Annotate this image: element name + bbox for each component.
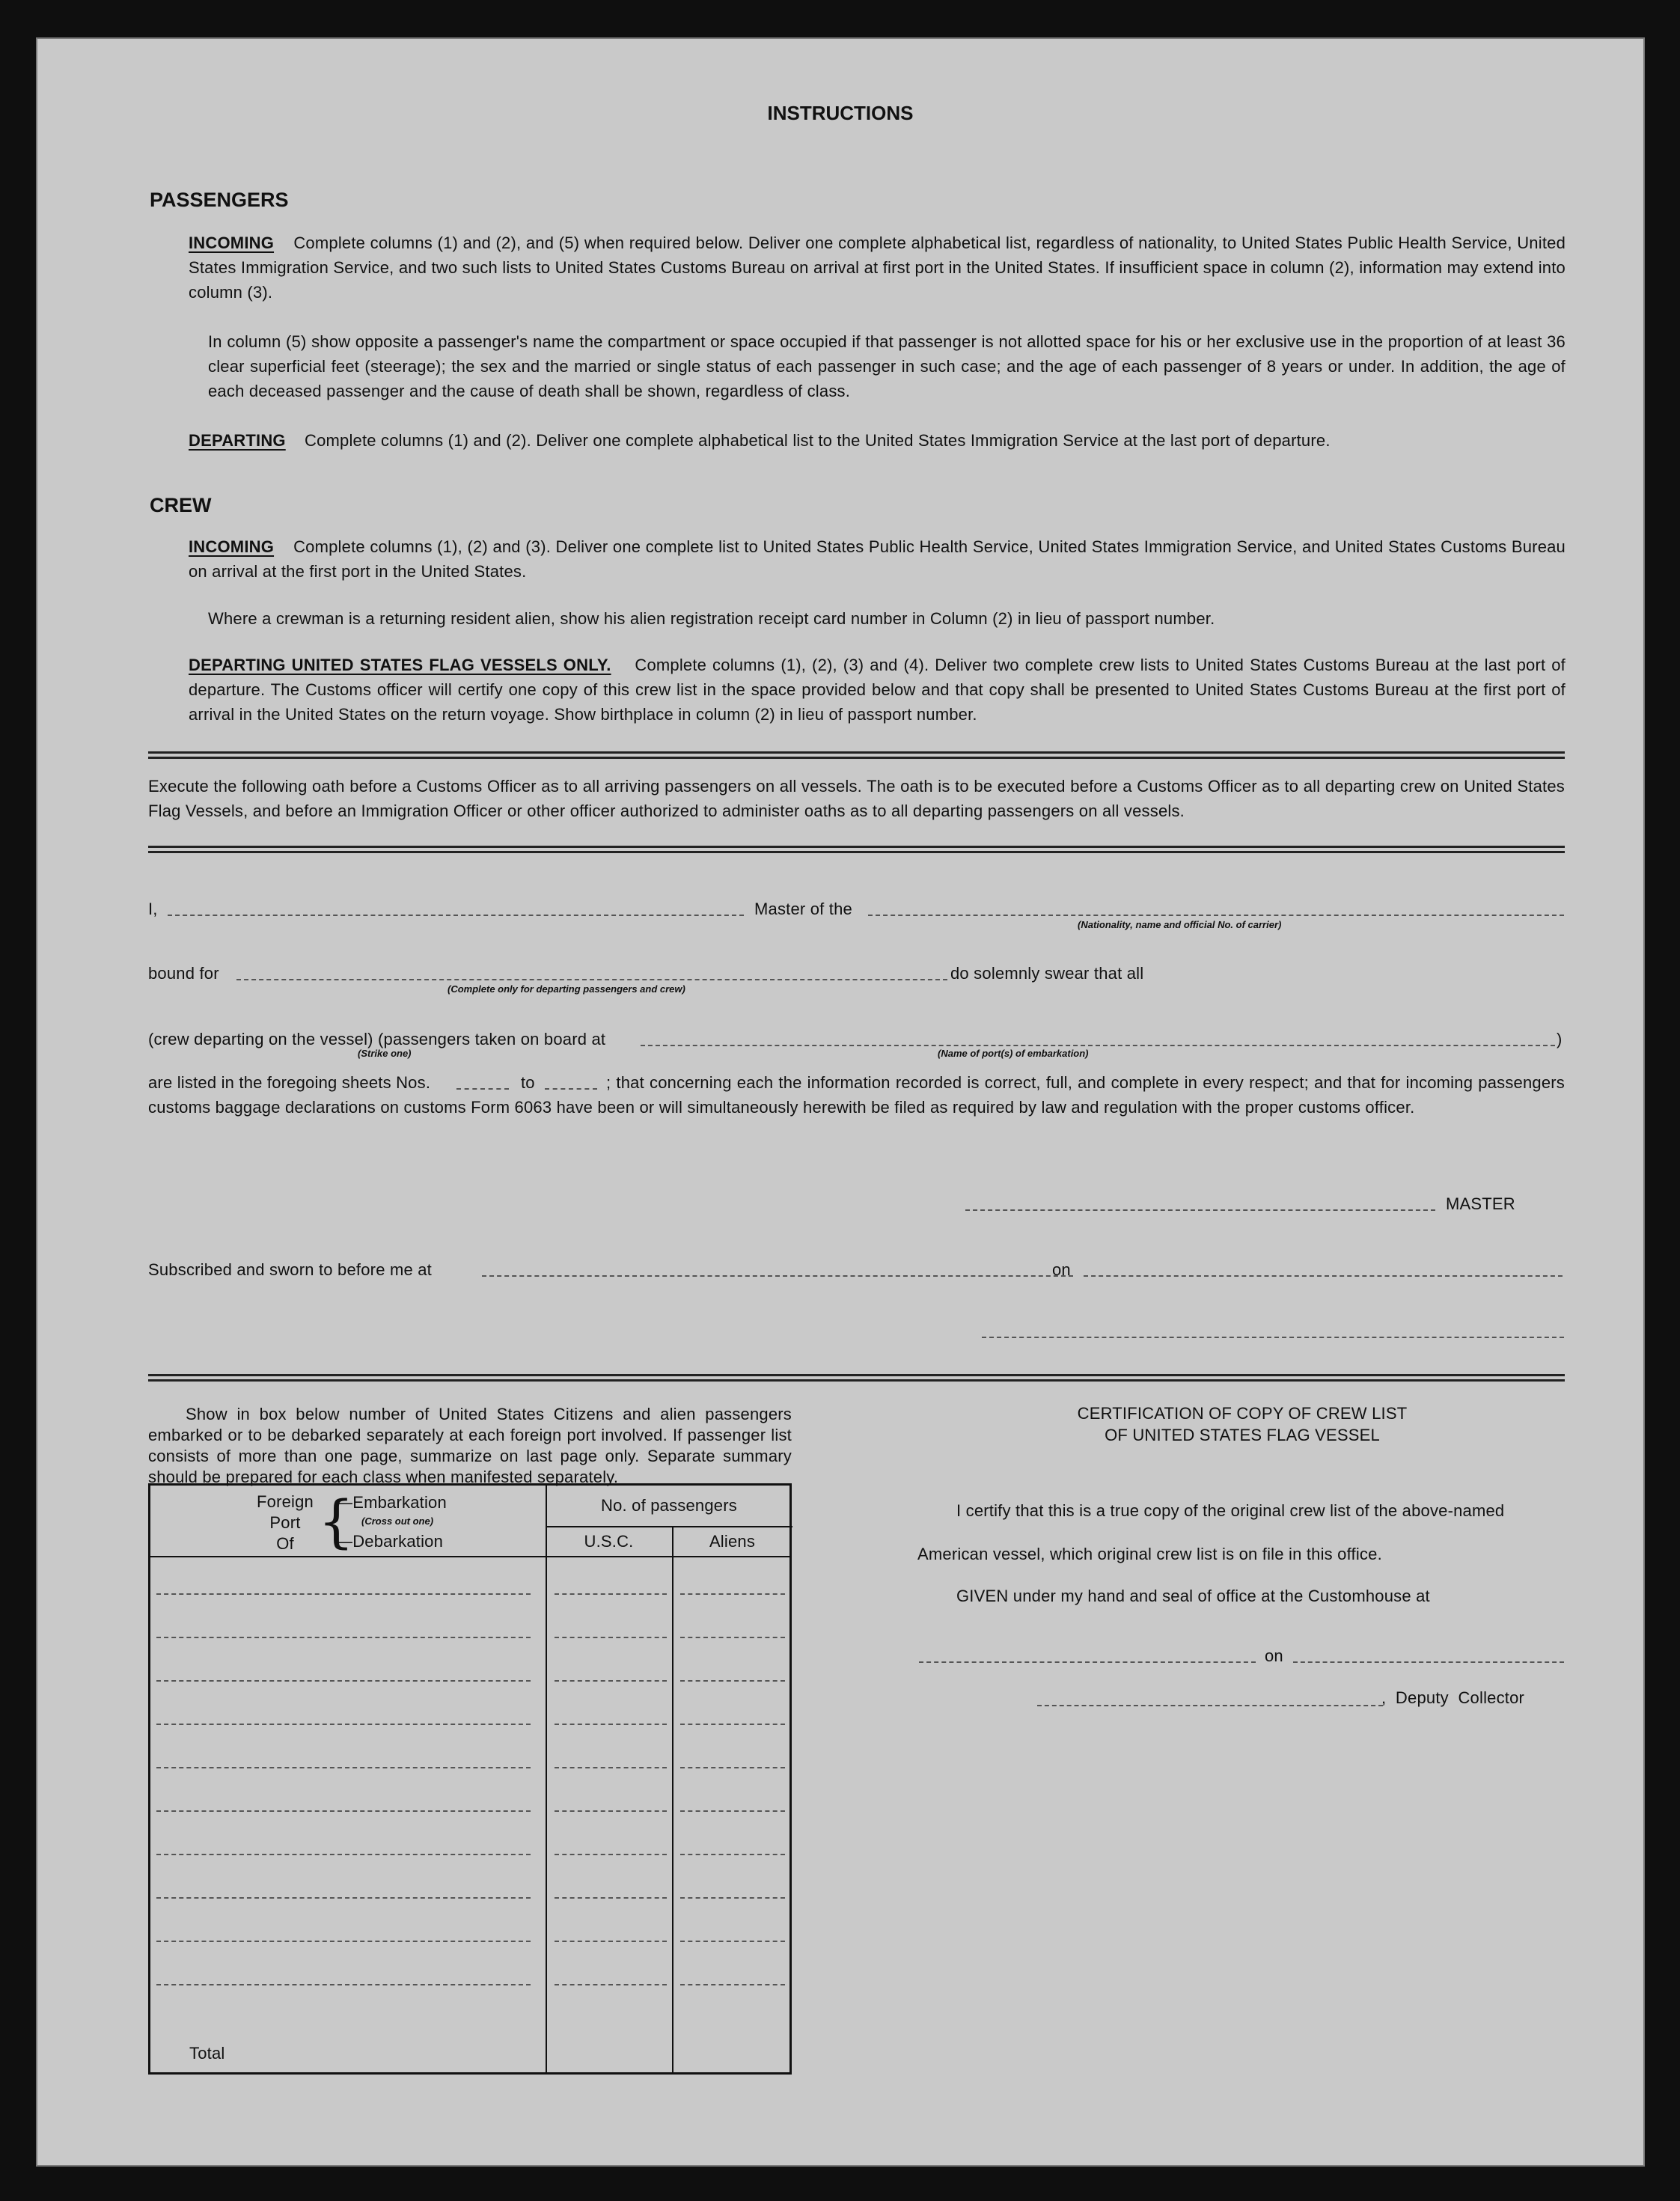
passengers-incoming-label: INCOMING xyxy=(189,233,275,252)
certify-line1: I certify that this is a true copy of the original crew list of the above-named xyxy=(956,1501,1505,1520)
certification-title-line2: OF UNITED STATES FLAG VESSEL xyxy=(1105,1426,1380,1444)
customhouse-field[interactable] xyxy=(919,1661,1256,1663)
section-divider xyxy=(148,846,1565,853)
table-row-line[interactable] xyxy=(156,1680,531,1682)
crew-heading: CREW xyxy=(150,494,212,516)
passengers-incoming-text: Complete columns (1) and (2), and (5) when required below. Deliver one complete alphabetical list, regardless of nationality, to United States Public Health Service, United States Immigration Service, and two such lists to United States Customs Bureau on arrival at first port in the United States. If insufficient space in column (2), information may extend into column (3). xyxy=(189,233,1566,302)
listed-to-label: to xyxy=(521,1073,535,1092)
sworn-place-field[interactable] xyxy=(482,1275,1073,1277)
crew-incoming-label: INCOMING xyxy=(189,537,275,556)
crew-departing-label: (crew departing on the vessel) (passengers taken on board at xyxy=(148,1030,606,1048)
table-row-line[interactable] xyxy=(680,1941,785,1942)
passengers-incoming-paragraph xyxy=(189,231,1566,305)
bound-for-field[interactable] xyxy=(236,979,947,980)
table-row-line[interactable] xyxy=(680,1680,785,1682)
form-page xyxy=(36,37,1645,2167)
bound-for-label: bound for xyxy=(148,964,219,983)
table-row-line[interactable] xyxy=(156,1767,531,1768)
sworn-date-field[interactable] xyxy=(1084,1275,1563,1277)
crew-resident-paragraph: Where a crewman is a returning resident alien, show his alien registration receipt card number in Column (2) in lieu of passport number. xyxy=(208,609,1215,628)
certification-title-line1: CERTIFICATION OF COPY OF CREW LIST xyxy=(1077,1404,1408,1423)
table-row-line[interactable] xyxy=(555,1941,667,1942)
complete-only-note: (Complete only for departing passengers and crew) xyxy=(448,983,685,995)
sworn-on-label: on xyxy=(1052,1260,1071,1279)
table-row-line[interactable] xyxy=(156,1810,531,1812)
deputy-collector-label: , Deputy Collector xyxy=(1381,1688,1525,1707)
table-row-line[interactable] xyxy=(156,1984,531,1985)
cross-out-note: (Cross out one) xyxy=(361,1515,434,1527)
passengers-heading: PASSENGERS xyxy=(150,189,289,211)
close-paren: ) xyxy=(1557,1030,1563,1048)
passengers-departing-paragraph xyxy=(189,428,1566,453)
crew-incoming-paragraph xyxy=(189,534,1566,584)
table-row-line[interactable] xyxy=(555,1854,667,1855)
table-row-line[interactable] xyxy=(680,1593,785,1595)
strike-one-note: (Strike one) xyxy=(358,1048,412,1059)
table-row-line[interactable] xyxy=(555,1897,667,1899)
usc-header: U.S.C. xyxy=(584,1532,634,1551)
table-row-line[interactable] xyxy=(680,1637,785,1638)
oath-i-label: I, xyxy=(148,900,158,918)
vessel-field[interactable] xyxy=(868,915,1564,916)
master-of-label: Master of the xyxy=(754,900,852,918)
column5-paragraph: In column (5) show opposite a passenger's name the compartment or space occupied if that passenger is not allotted space for his or her exclusive use in the proportion of at least 36 clear superficial feet (steerage); the sex and the married or single status of each passenger in such case; and the age of each passenger of 8 years or under. In addition, the age of each deceased passenger and the cause of death shall be shown, regardless of class. xyxy=(208,332,1566,400)
table-row-line[interactable] xyxy=(555,1984,667,1985)
table-row-line[interactable] xyxy=(680,1767,785,1768)
officer-signature-field[interactable] xyxy=(982,1337,1564,1338)
port-label: Port xyxy=(269,1513,301,1532)
table-row-line[interactable] xyxy=(680,1984,785,1985)
section-divider xyxy=(148,1374,1565,1382)
column-divider xyxy=(672,1527,673,2072)
column-divider xyxy=(546,1486,547,2072)
summary-instructions: Show in box below number of United States Citizens and alien passengers embarked or to be debarked separately at each foreign port involved. If passenger list consists of more than one page, summarize on last page only. Separate summary should be prepared for each class when manifested separately. xyxy=(148,1405,792,1486)
table-row-line[interactable] xyxy=(156,1941,531,1942)
table-row-line[interactable] xyxy=(555,1637,667,1638)
crew-departing-label: DEPARTING UNITED STATES FLAG VESSELS ONLY. xyxy=(189,656,611,674)
foreign-port-of-header xyxy=(248,1492,323,1554)
cert-date-field[interactable] xyxy=(1293,1661,1564,1663)
crew-departing-paragraph xyxy=(189,653,1566,727)
table-row-line[interactable] xyxy=(680,1724,785,1725)
table-row-line[interactable] xyxy=(680,1854,785,1855)
foreign-label: Foreign xyxy=(257,1492,314,1511)
debarkation-label[interactable]: —Debarkation xyxy=(336,1532,444,1551)
table-row-line[interactable] xyxy=(555,1767,667,1768)
header-bottom-line xyxy=(150,1556,790,1557)
table-row-line[interactable] xyxy=(680,1810,785,1812)
no-passengers-header: No. of passengers xyxy=(601,1496,737,1515)
table-row-line[interactable] xyxy=(555,1810,667,1812)
master-name-field[interactable] xyxy=(168,915,744,916)
listed-label: are listed in the foregoing sheets Nos. xyxy=(148,1073,431,1092)
passengers-departing-label: DEPARTING xyxy=(189,431,286,450)
embarkation-label[interactable]: —Embarkation xyxy=(336,1493,447,1512)
passenger-summary-table xyxy=(148,1483,792,2075)
table-row-line[interactable] xyxy=(156,1637,531,1638)
nationality-note: (Nationality, name and official No. of carrier) xyxy=(1078,919,1282,930)
table-row-line[interactable] xyxy=(555,1593,667,1595)
oath-intro: Execute the following oath before a Customs Officer as to all arriving passengers on all vessels. The oath is to be executed before a Customs Officer as to all departing crew on United States Flag Vessels, and before an Immigration Officer or other officer authorized to administer oaths as to all departing passengers on all vessels. xyxy=(148,777,1565,820)
brace-icon: { xyxy=(318,1488,355,1554)
table-row-line[interactable] xyxy=(680,1897,785,1899)
of-label: Of xyxy=(276,1534,294,1553)
given-line: GIVEN under my hand and seal of office at the Customhouse at xyxy=(956,1587,1430,1605)
table-row-line[interactable] xyxy=(156,1724,531,1725)
master-signature-field[interactable] xyxy=(965,1209,1435,1211)
certification-title xyxy=(919,1402,1566,1446)
crew-departing-text: Complete columns (1), (2), (3) and (4). Deliver two complete crew lists to United States Customs Bureau at the last port of departure. The Customs officer will certify one copy of this crew list in the space provided below and that copy shall be presented to United States Customs Bureau at the first port of arrival in the United States on the return voyage. Show birthplace in column (2) in lieu of passport number. xyxy=(189,656,1566,724)
crew-incoming-text: Complete columns (1), (2) and (3). Deliver one complete list to United States Public Health Service, United States Immigration Service, and United States Customs Bureau on arrival at the first port in the United States. xyxy=(189,537,1566,581)
master-label: MASTER xyxy=(1446,1194,1515,1213)
total-label: Total xyxy=(189,2044,225,2063)
oath-statement: ; that concerning each the information recorded is correct, full, and complete in every respect; and that for incoming passengers customs baggage declarations on customs Form 6063 have been or will simultaneously herewith be filed as required by law and regulation with the proper customs officer. xyxy=(148,1073,1565,1117)
ports-note: (Name of port(s) of embarkation) xyxy=(938,1048,1089,1059)
table-row-line[interactable] xyxy=(156,1593,531,1595)
instructions-title: INSTRUCTIONS xyxy=(767,102,914,124)
table-row-line[interactable] xyxy=(555,1680,667,1682)
table-row-line[interactable] xyxy=(156,1854,531,1855)
passengers-departing-text: Complete columns (1) and (2). Deliver one complete alphabetical list to the United States Immigration Service at the last port of departure. xyxy=(304,431,1331,450)
certify-line2: American vessel, which original crew list is on file in this office. xyxy=(917,1545,1382,1563)
cert-on-label: on xyxy=(1265,1646,1283,1665)
embarkation-ports-field[interactable] xyxy=(641,1045,1555,1046)
aliens-header: Aliens xyxy=(709,1532,756,1551)
table-row-line[interactable] xyxy=(156,1897,531,1899)
deputy-signature-field[interactable] xyxy=(1037,1705,1383,1706)
subscribed-label: Subscribed and sworn to before me at xyxy=(148,1260,432,1279)
table-row-line[interactable] xyxy=(555,1724,667,1725)
swear-label: do solemnly swear that all xyxy=(950,964,1144,983)
header-divider xyxy=(546,1526,792,1527)
section-divider xyxy=(148,751,1565,759)
